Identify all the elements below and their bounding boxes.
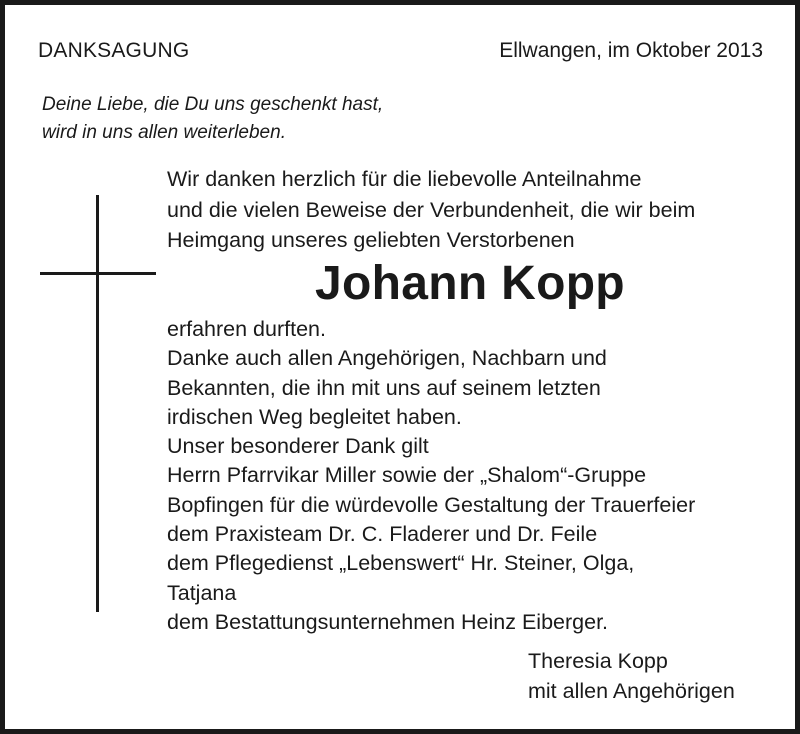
intro-line: Heimgang unseres geliebten Verstorbenen [167, 228, 575, 252]
body-line: Bekannten, die ihn mit uns auf seinem letzten [167, 375, 601, 400]
cross-icon-bar [40, 272, 156, 275]
place-date: Ellwangen, im Oktober 2013 [499, 39, 763, 62]
motto-line: Deine Liebe, die Du uns geschenkt hast, [42, 94, 384, 115]
signature-line: mit allen Angehörigen [528, 678, 735, 703]
body-line: Herrn Pfarrvikar Miller sowie der „Shalom“-Gruppe [167, 463, 647, 488]
deceased-name: Johann Kopp [315, 257, 625, 310]
motto [42, 91, 383, 147]
notice-title: DANKSAGUNG [38, 39, 190, 62]
body-line: dem Praxisteam Dr. C. Fladerer und Dr. Feile [167, 522, 598, 547]
signature [528, 647, 735, 706]
body-text [167, 315, 695, 637]
body-line: Tatjana [167, 580, 237, 605]
intro-text [167, 164, 695, 256]
signature-line: Theresia Kopp [528, 649, 668, 673]
body-line: Unser besonderer Dank gilt [167, 434, 429, 459]
body-line: erfahren durften. [167, 317, 326, 341]
cross-icon [96, 195, 99, 612]
body-line: Bopfingen für die würdevolle Gestaltung der Trauerfeier [167, 492, 696, 517]
motto-line: wird in uns allen weiterleben. [42, 122, 286, 143]
intro-line: und die vielen Beweise der Verbundenheit, die wir beim [167, 197, 696, 222]
body-line: Danke auch allen Angehörigen, Nachbarn und [167, 346, 607, 371]
body-line: irdischen Weg begleitet haben. [167, 404, 462, 429]
body-line: dem Pflegedienst „Lebenswert“ Hr. Steiner, Olga, [167, 551, 635, 576]
intro-line: Wir danken herzlich für die liebevolle Anteilnahme [167, 167, 642, 191]
body-line: dem Bestattungsunternehmen Heinz Eiberger. [167, 609, 609, 634]
